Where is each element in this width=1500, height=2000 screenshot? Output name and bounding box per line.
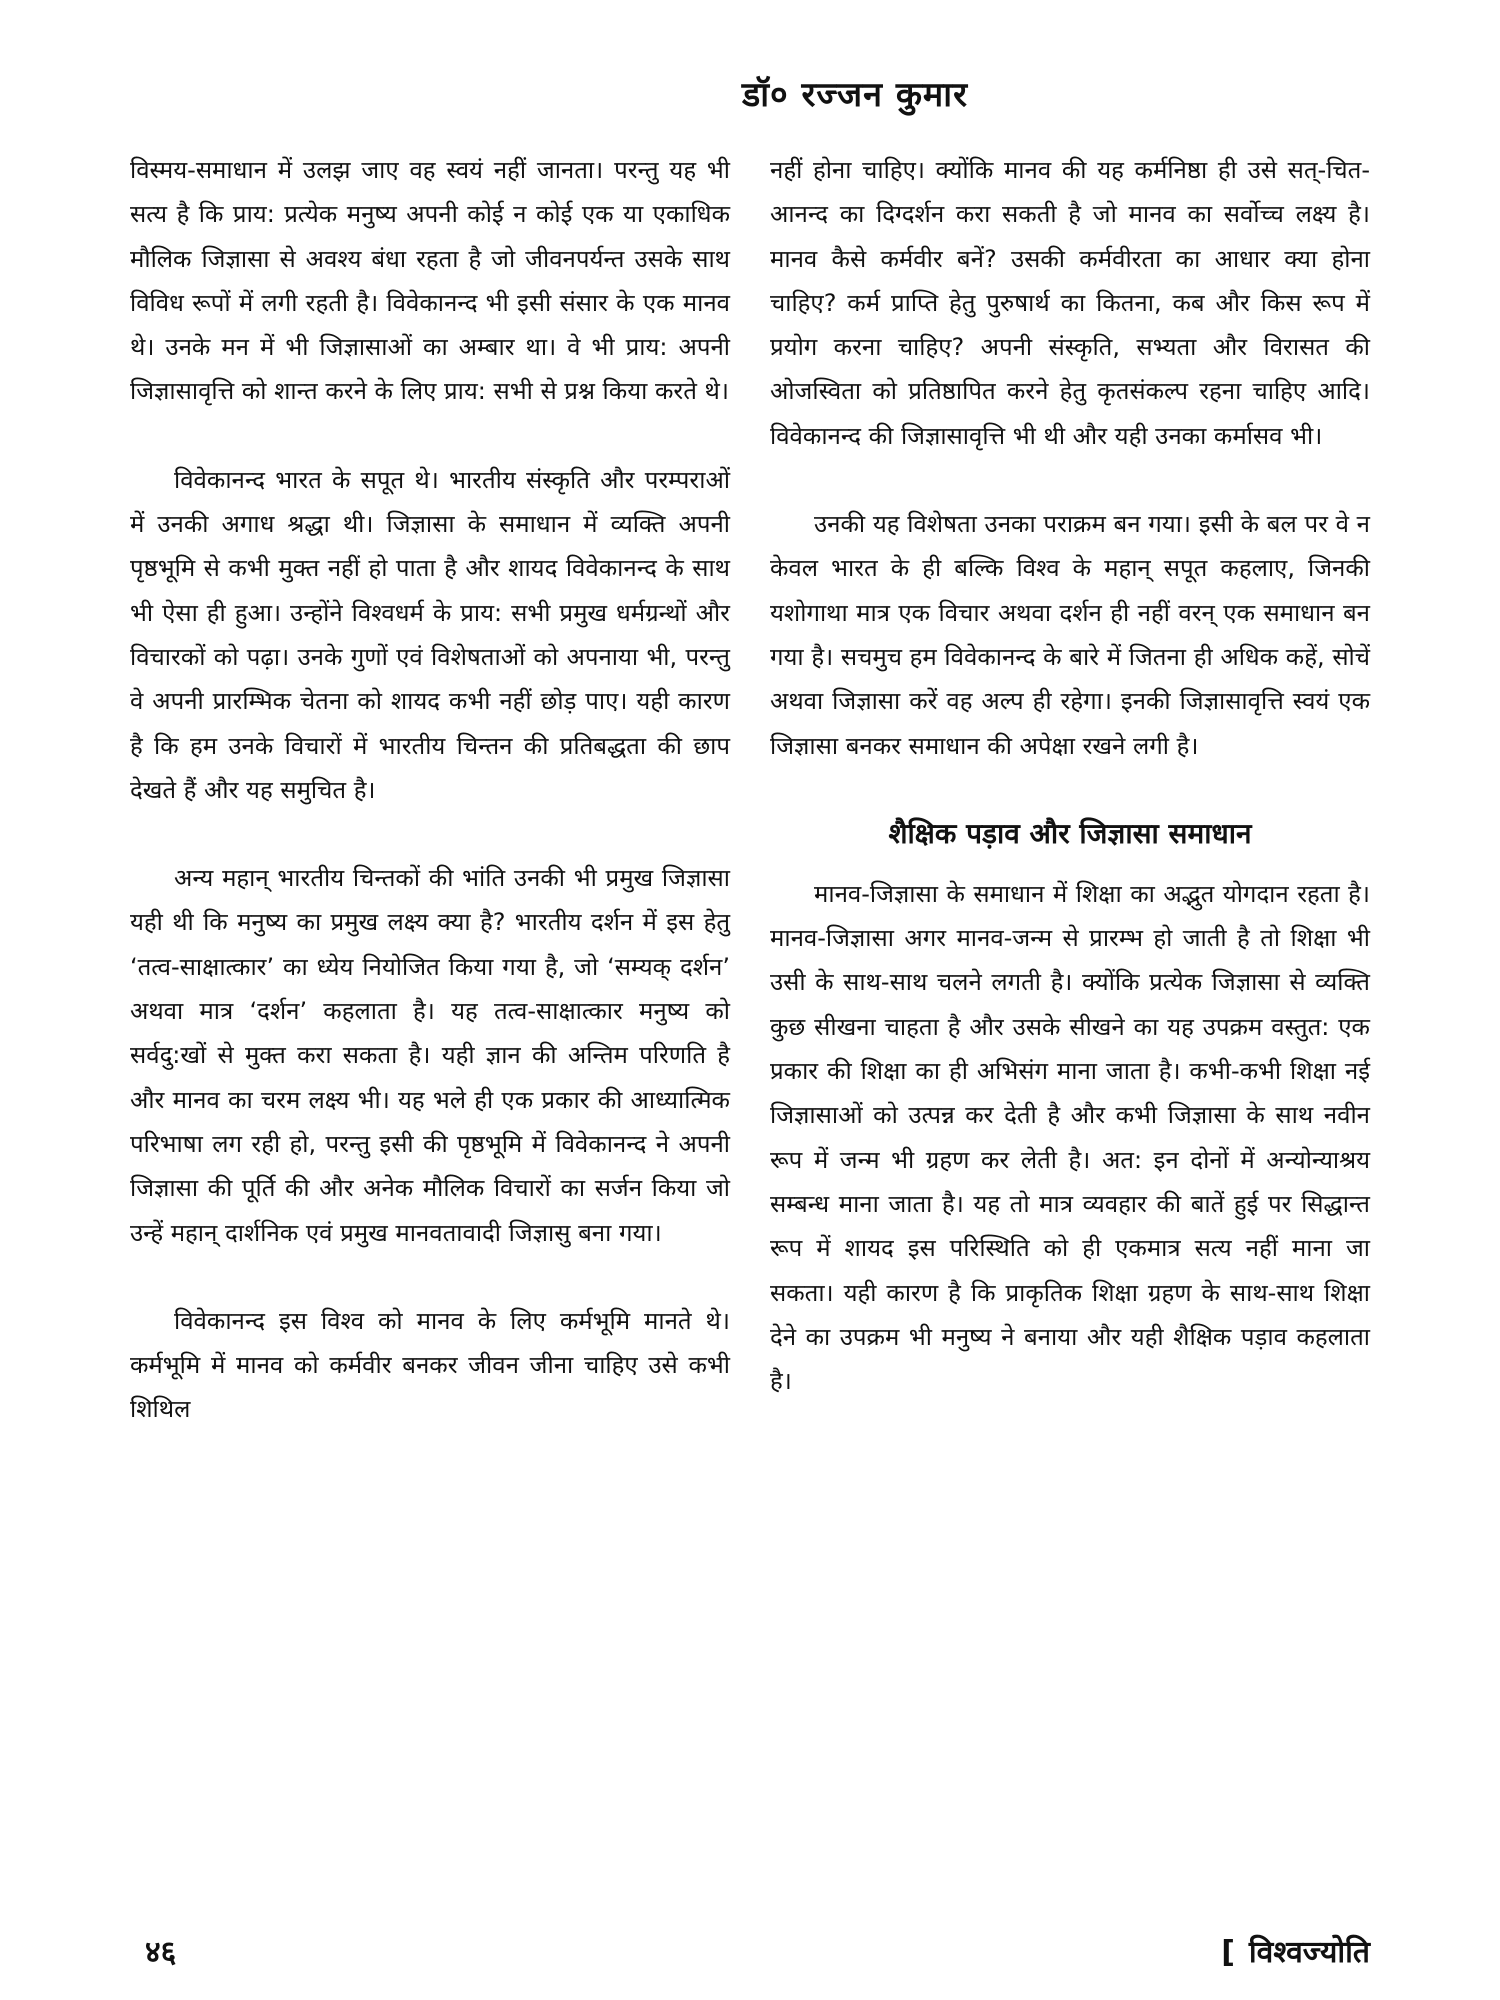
left-column — [130, 148, 730, 1476]
left-paragraph-2: विवेकानन्द भारत के सपूत थे। भारतीय संस्कृति और परम्पराओं में उनकी अगाध श्रद्धा थी। जिज्ञासा के समाधान में व्यक्ति अपनी पृष्ठभूमि से कभी मुक्त नहीं हो पाता है और शायद विवेकानन्द के साथ भी ऐसा ही हुआ। उन्होंने विश्वधर्म के प्राय: सभी प्रमुख धर्मग्रन्थों और विचारकों को पढ़ा। उनके गुणों एवं विशेषताओं को अपनाया भी, परन्तु वे अपनी प्रारम्भिक चेतना को शायद कभी नहीं छोड़ पाए। यही कारण है कि हम उनके विचारों में भारतीय चिन्तन की प्रतिबद्धता की छाप देखते हैं और यह समुचित है। — [130, 465, 730, 804]
author-header: डॉ० रज्जन कुमार — [742, 75, 968, 115]
section-heading: शैक्षिक पड़ाव और जिज्ञासा समाधान — [888, 816, 1252, 850]
section-paragraph: मानव-जिज्ञासा के समाधान में शिक्षा का अद्भुत योगदान रहता है। मानव-जिज्ञासा अगर मानव-जन्म से प्रारम्भ हो जाती है तो शिक्षा भी उसी के साथ-साथ चलने लगती है। क्योंकि प्रत्येक जिज्ञासा से व्यक्ति कुछ सीखना चाहता है और उसके सीखने का यह उपक्रम वस्तुत: एक प्रकार की शिक्षा का ही अभिसंग माना जाता है। कभी-कभी शिक्षा नई जिज्ञासाओं को उत्पन्न कर देती है और कभी जिज्ञासा के साथ नवीन रूप में जन्म भी ग्रहण कर लेती है। अत: इन दोनों में अन्योन्याश्रय सम्बन्ध माना जाता है। यह तो मात्र व्यवहार की बातें हुई पर सिद्धान्त रूप में शायद इस परिस्थिति को ही एकमात्र सत्य नहीं माना जा सकता। यही कारण है कि प्राकृतिक शिक्षा ग्रहण के साथ-साथ शिक्षा देने का उपक्रम भी मनुष्य ने बनाया और यही शैक्षिक पड़ाव कहलाता है। — [770, 879, 1370, 1396]
left-paragraph-1: विस्मय-समाधान में उलझ जाए वह स्वयं नहीं जानता। परन्तु यह भी सत्य है कि प्राय: प्रत्येक मनुष्य अपनी कोई न कोई एक या एकाधिक मौलिक जिज्ञासा से अवश्य बंधा रहता है जो जीवनपर्यन्त उसके साथ विविध रूपों में लगी रहती है। विवेकानन्द भी इसी संसार के एक मानव थे। उनके मन में भी जिज्ञासाओं का अम्बार था। वे भी प्राय: अपनी जिज्ञासावृत्ति को शान्त करने के लिए प्राय: सभी से प्रश्न किया करते थे। — [130, 156, 730, 406]
right-column — [770, 148, 1370, 1447]
right-paragraph-1: नहीं होना चाहिए। क्योंकि मानव की यह कर्मनिष्ठा ही उसे सत्-चित-आनन्द का दिग्दर्शन करा सकती है जो मानव का सर्वोच्च लक्ष्य है। मानव कैसे कर्मवीर बनें? उसकी कर्मवीरता का आधार क्या होना चाहिए? कर्म प्राप्ति हेतु पुरुषार्थ का कितना, कब और किस रूप में प्रयोग करना चाहिए? अपनी संस्कृति, सभ्यता और विरासत की ओजस्विता को प्रतिष्ठापित करने हेतु कृतसंकल्प रहना चाहिए आदि। विवेकानन्द की जिज्ञासावृत्ति भी थी और यही उनका कर्मासव भी। — [770, 156, 1370, 450]
publication-name: विश्वज्योति — [1248, 1935, 1370, 1970]
left-paragraph-3: अन्य महान् भारतीय चिन्तकों की भांति उनकी भी प्रमुख जिज्ञासा यही थी कि मनुष्य का प्रमुख लक्ष्य क्या है? भारतीय दर्शन में इस हेतु ‘तत्व-साक्षात्कार’ का ध्येय नियोजित किया गया है, जो ‘सम्यक् दर्शन’ अथवा मात्र ‘दर्शन’ कहलाता है। यह तत्व-साक्षात्कार मनुष्य को सर्वदु:खों से मुक्त करा सकता है। यही ज्ञान की अन्तिम परिणति है और मानव का चरम लक्ष्य भी। यह भले ही एक प्रकार की आध्यात्मिक परिभाषा लग रही हो, परन्तु इसी की पृष्ठभूमि में विवेकानन्द ने अपनी जिज्ञासा की पूर्ति की और अनेक मौलिक विचारों का सर्जन किया जो उन्हें महान् दार्शनिक एवं प्रमुख मानवतावादी जिज्ञासु बना गया। — [130, 864, 730, 1247]
footer-bracket: [ — [1221, 1935, 1235, 1970]
page-number: ४६ — [145, 1935, 177, 1970]
publication-footer — [1221, 1930, 1370, 1971]
left-paragraph-4: विवेकानन्द इस विश्व को मानव के लिए कर्मभूमि मानते थे। कर्मभूमि में मानव को कर्मवीर बनकर जीवन जीना चाहिए उसे कभी शिथिल — [130, 1306, 730, 1424]
right-paragraph-2: उनकी यह विशेषता उनका पराक्रम बन गया। इसी के बल पर वे न केवल भारत के ही बल्कि विश्व के महान् सपूत कहलाए, जिनकी यशोगाथा मात्र एक विचार अथवा दर्शन ही नहीं वरन् एक समाधान बन गया है। सचमुच हम विवेकानन्द के बारे में जितना ही अधिक कहें, सोचें अथवा जिज्ञासा करें वह अल्प ही रहेगा। इनकी जिज्ञासावृत्ति स्वयं एक जिज्ञासा बनकर समाधान की अपेक्षा रखने लगी है। — [770, 510, 1370, 760]
